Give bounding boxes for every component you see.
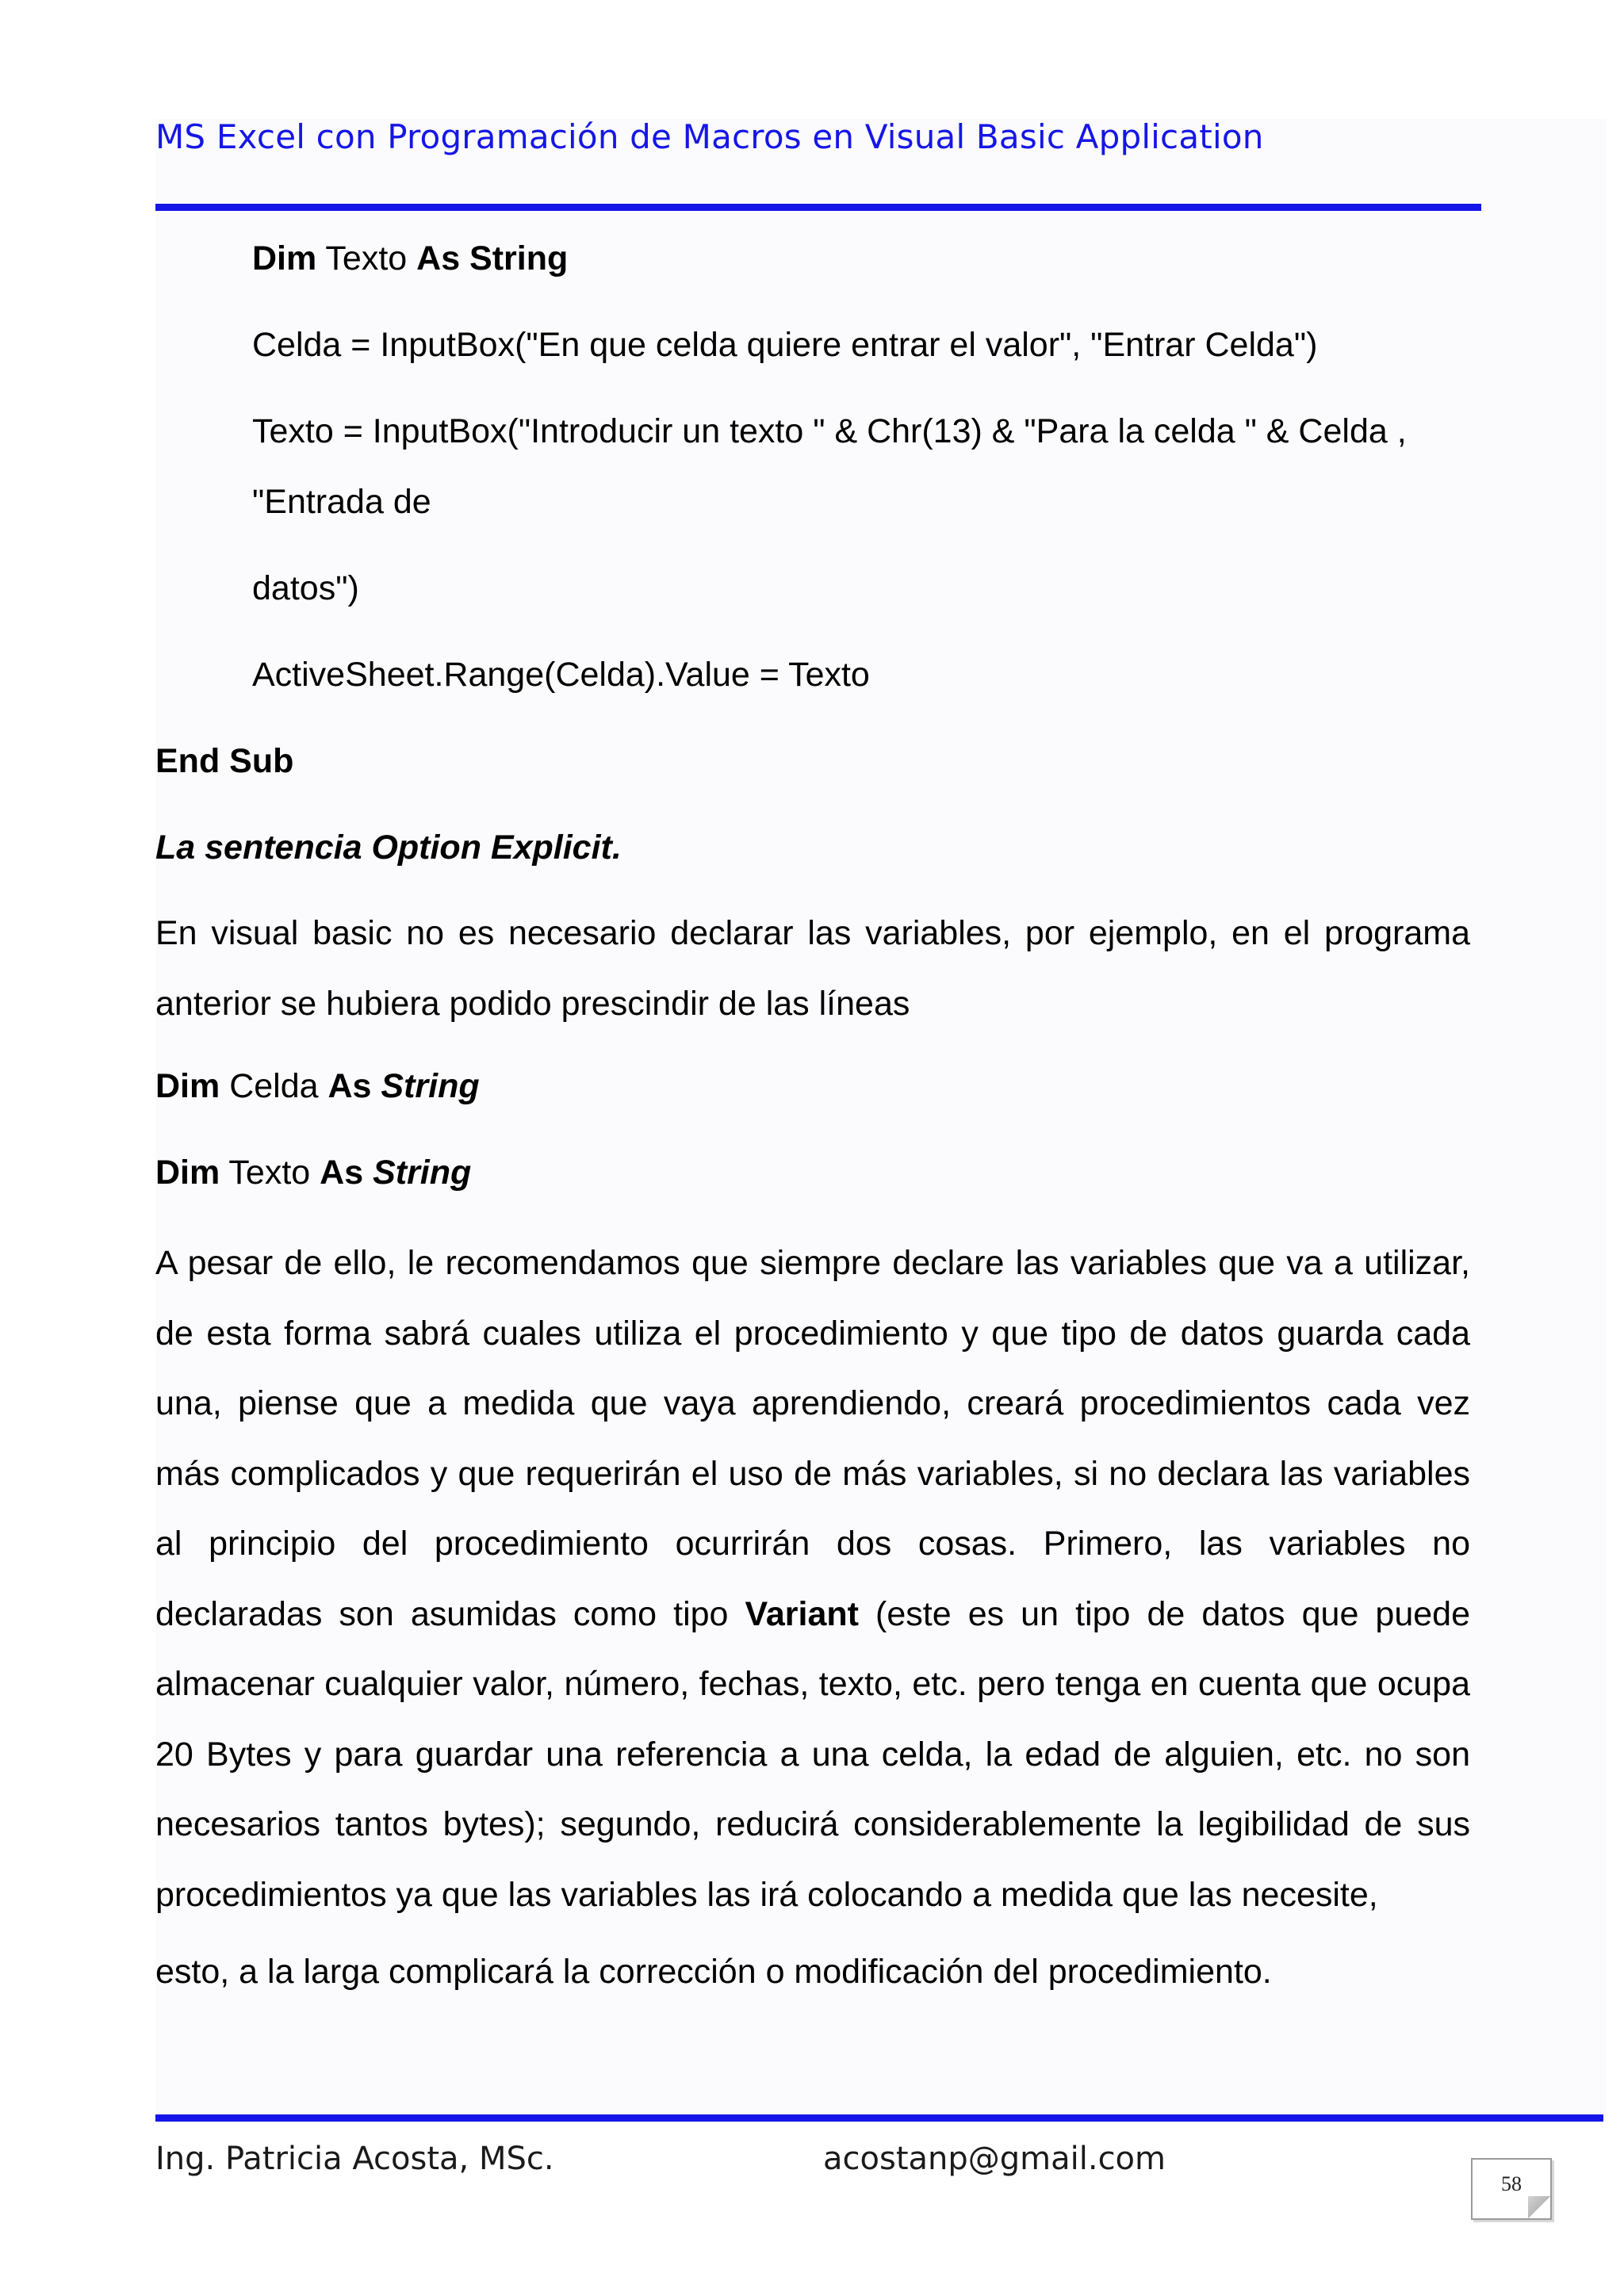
body-paragraph — [155, 1228, 1470, 1930]
type-string: String — [373, 1154, 472, 1192]
body-text-variant: Variant — [745, 1594, 859, 1633]
variable-name: Texto — [325, 239, 408, 277]
code-end-sub — [155, 737, 293, 785]
header-rule — [155, 204, 1481, 211]
body-last-line: esto, a la larga complicará la corrección o modificación del procedimiento. — [155, 1953, 1272, 1991]
footer-email: acostanp@gmail.com — [823, 2141, 1166, 2177]
type-string: String — [381, 1067, 480, 1105]
body-text-before: A pesar de ello, le recomendamos que siempre declare las variables que va a utilizar, de esta forma sabrá cuales utiliza el procedimiento y que tipo de datos guarda cada una, piense que a medida que vaya aprendiendo, creará procedimientos cada vez más complicados y que requerirán el uso de más variables, si no declara las variables al principio del procedimiento ocurrirán dos cosas. Primero, las variables no declaradas son asumidas como tipo — [155, 1244, 1470, 1633]
variable-name: Celda — [229, 1067, 319, 1105]
intro-paragraph — [155, 898, 1470, 1039]
code-range-line: ActiveSheet.Range(Celda).Value = Texto — [252, 656, 870, 694]
decl-dim-celda — [155, 1062, 480, 1110]
keyword-as-string: As String — [416, 239, 569, 277]
keyword-as: As — [327, 1067, 372, 1105]
header-title: MS Excel con Programación de Macros en Visual Basic Application — [155, 117, 1264, 156]
page-number-box — [1471, 2158, 1552, 2220]
keyword-dim: Dim — [155, 1154, 220, 1192]
variable-name: Texto — [228, 1154, 311, 1192]
code-celda-line: Celda = InputBox("En que celda quiere entrar el valor", "Entrar Celda") — [252, 326, 1318, 364]
code-texto-line-2: "Entrada de — [252, 483, 431, 521]
body-text-after: (este es un tipo de datos que puede almacenar cualquier valor, número, fechas, texto, etc. pero tenga en cuenta que ocupa 20 Bytes y para guardar una referencia a una celda, la edad de alguien, etc. no son necesarios tantos bytes); segundo, reducirá considerablemente la legibilidad de sus procedimientos ya que las variables las irá colocando a medida que las necesite, — [155, 1594, 1471, 1914]
section-heading — [155, 824, 622, 871]
footer-rule — [155, 2114, 1603, 2122]
code-texto-line-3: datos") — [252, 569, 359, 607]
section-heading-text: La sentencia Option Explicit. — [155, 828, 622, 867]
code-dim-texto — [252, 235, 568, 282]
decl-dim-texto — [155, 1149, 471, 1196]
footer-author: Ing. Patricia Acosta, MSc. — [155, 2141, 554, 2177]
keyword-as: As — [320, 1154, 364, 1192]
keyword-end-sub: End Sub — [155, 742, 294, 780]
page-number: 58 — [1501, 2172, 1522, 2195]
page-curl-icon — [1528, 2196, 1550, 2218]
code-texto-line-1: Texto = InputBox("Introducir un texto " & Chr(13) & "Para la celda " & Celda , — [252, 412, 1407, 450]
keyword-dim: Dim — [252, 239, 317, 277]
intro-text: En visual basic no es necesario declarar las variables, por ejemplo, en el programa anterior se hubiera podido prescindir de las líneas — [155, 914, 1470, 1023]
keyword-dim: Dim — [155, 1067, 220, 1105]
